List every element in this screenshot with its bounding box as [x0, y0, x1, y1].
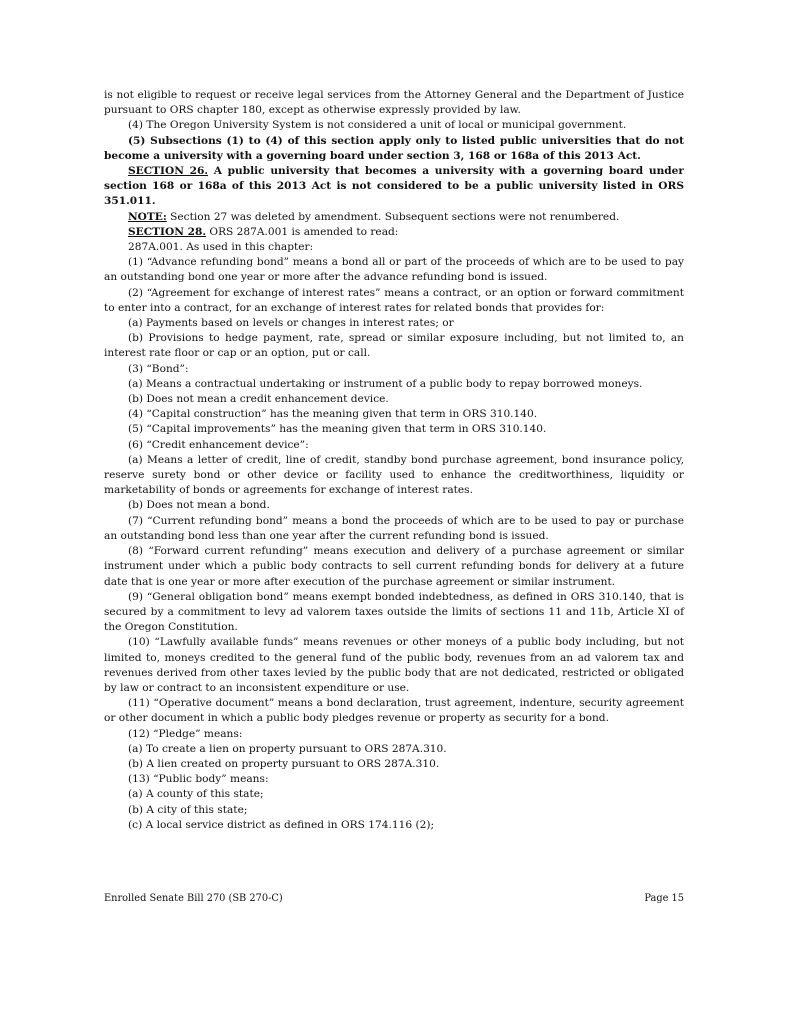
- footer-bill-id: Enrolled Senate Bill 270 (SB 270-C): [104, 893, 283, 904]
- definition-6: (6) “Credit enhancement device”:: [128, 438, 309, 451]
- definition-2b: (b) Provisions to hedge payment, rate, spread or similar exposure including, but not limited to, an interest rate floor or cap or an option, put or call.: [104, 332, 684, 360]
- definition-2: (2) “Agreement for exchange of interest rates” means a contract, or an option or forward commitment to enter into a contract, for an exchange of interest rates for related bonds that provides for:: [104, 286, 684, 314]
- page-footer: [104, 893, 684, 904]
- definition-13a: (a) A county of this state;: [128, 788, 264, 801]
- definition-12a: (a) To create a lien on property pursuant to ORS 287A.310.: [128, 742, 447, 755]
- definition-5: (5) “Capital improvements” has the meaning given that term in ORS 310.140.: [128, 423, 547, 436]
- paragraph-section-28: [104, 225, 684, 240]
- section-28-text: ORS 287A.001 is amended to read:: [206, 225, 399, 238]
- document-body: [104, 88, 684, 833]
- definition-3a: (a) Means a contractual undertaking or instrument of a public body to repay borrowed moneys.: [128, 377, 643, 390]
- paragraph-continuation: is not eligible to request or receive legal services from the Attorney General and the Department of Justice pursuant to ORS chapter 180, except as otherwise expressly provided by law.: [104, 89, 684, 117]
- section-26-label: SECTION 26.: [128, 165, 209, 178]
- definition-2a: (a) Payments based on levels or changes in interest rates; or: [128, 317, 454, 330]
- definition-12: (12) “Pledge” means:: [128, 727, 243, 740]
- definition-8: (8) “Forward current refunding” means execution and delivery of a purchase agreement or similar instrument under which a public body contracts to sell current refunding bonds for delivery at a future date that is one year or more after execution of the purchase agreement or similar instrument.: [104, 545, 684, 588]
- definition-13b: (b) A city of this state;: [128, 803, 248, 816]
- note-text: Section 27 was deleted by amendment. Subsequent sections were not renumbered.: [166, 210, 620, 223]
- paragraph-subsection-5: (5) Subsections (1) to (4) of this section apply only to listed public universities that do not become a university with a governing board under section 3, 168 or 168a of this 2013 Act.: [104, 134, 684, 162]
- definition-7: (7) “Current refunding bond” means a bond the proceeds of which are to be used to pay or purchase an outstanding bond less than one year after the current refunding bond is issued.: [104, 514, 684, 542]
- definition-1: (1) “Advance refunding bond” means a bond all or part of the proceeds of which are to be used to pay an outstanding bond one year or more after the advance refunding bond is issued.: [104, 256, 684, 284]
- paragraph-287a001: 287A.001. As used in this chapter:: [128, 241, 314, 254]
- definition-6a: (a) Means a letter of credit, line of credit, standby bond purchase agreement, bond insurance policy, reserve surety bond or other device or facility used to enhance the creditworthiness, liquidity or marketability of bonds or agreements for exchange of interest rates.: [104, 453, 684, 497]
- definition-13c: (c) A local service district as defined in ORS 174.116 (2);: [128, 818, 435, 831]
- section-26-text: A public university that becomes a university with a governing board under section 168 or 168a of this 2013 Act is not considered to be a public university listed in ORS 351.011.: [104, 165, 684, 208]
- paragraph-section-26: [104, 164, 684, 210]
- section-28-label: SECTION 28.: [128, 225, 207, 238]
- definition-9: (9) “General obligation bond” means exempt bonded indebtedness, as defined in ORS 310.140, that is secured by a commitment to levy ad valorem taxes outside the limits of sections 11 and 11b, Article XI of the Oregon Constitution.: [104, 590, 684, 634]
- definition-6b: (b) Does not mean a bond.: [128, 499, 270, 512]
- definition-3b: (b) Does not mean a credit enhancement device.: [128, 393, 389, 406]
- paragraph-subsection-4: (4) The Oregon University System is not considered a unit of local or municipal government.: [128, 119, 627, 132]
- definition-12b: (b) A lien created on property pursuant to ORS 287A.310.: [128, 757, 440, 770]
- note-label: NOTE:: [128, 210, 167, 223]
- definition-11: (11) “Operative document” means a bond declaration, trust agreement, indenture, security agreement or other document in which a public body pledges revenue or property as security for a bond.: [104, 697, 684, 725]
- definition-10: (10) “Lawfully available funds” means revenues or other moneys of a public body including, but not limited to, moneys credited to the general fund of the public body, revenues from an ad valorem tax and revenues derived from other taxes levied by the public body that are not dedicated, restricted or obligated by law or contract to an inconsistent expenditure or use.: [104, 636, 684, 694]
- definition-13: (13) “Public body” means:: [128, 773, 269, 786]
- definition-4: (4) “Capital construction” has the meaning given that term in ORS 310.140.: [128, 408, 538, 421]
- paragraph-note: [104, 210, 684, 225]
- footer-page-number: Page 15: [644, 893, 684, 904]
- definition-3: (3) “Bond”:: [128, 362, 189, 375]
